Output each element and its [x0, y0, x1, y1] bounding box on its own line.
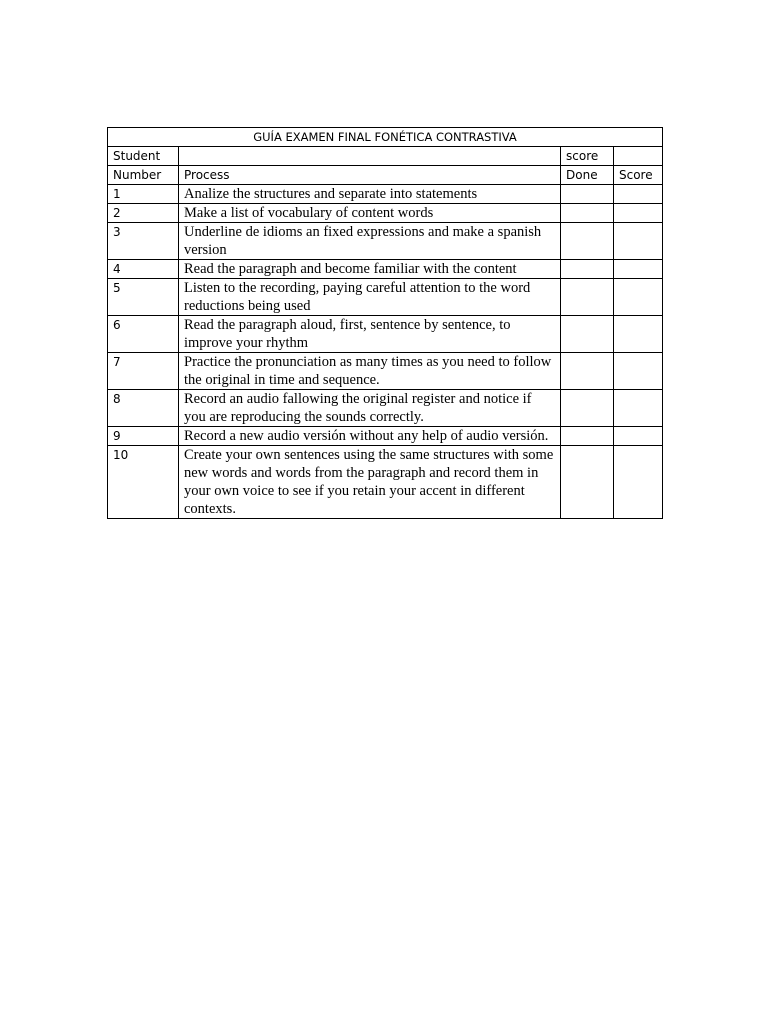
header-score-top: score: [561, 147, 614, 166]
table-title: GUÍA EXAMEN FINAL FONÉTICA CONTRASTIVA: [108, 128, 663, 147]
table-row: [108, 427, 663, 446]
header-process: Process: [179, 166, 561, 185]
table-row: [108, 260, 663, 279]
row-score-cell: [614, 204, 663, 223]
row-done-cell: [561, 316, 614, 353]
row-done-cell: [561, 260, 614, 279]
row-number: 2: [108, 204, 179, 223]
row-score-cell: [614, 446, 663, 519]
row-process: Make a list of vocabulary of content words: [179, 204, 561, 223]
header-row-2: [108, 166, 663, 185]
table-row: [108, 446, 663, 519]
row-score-cell: [614, 390, 663, 427]
row-score-cell: [614, 279, 663, 316]
row-process: Create your own sentences using the same structures with some new words and words from the paragraph and record them in your own voice to see if you retain your accent in different contexts.: [179, 446, 561, 519]
row-score-cell: [614, 260, 663, 279]
row-process: Record an audio fallowing the original register and notice if you are reproducing the sounds correctly.: [179, 390, 561, 427]
table-row: [108, 223, 663, 260]
row-done-cell: [561, 390, 614, 427]
row-number: 4: [108, 260, 179, 279]
row-process: Analize the structures and separate into statements: [179, 185, 561, 204]
table-row: [108, 204, 663, 223]
row-done-cell: [561, 185, 614, 204]
row-score-cell: [614, 353, 663, 390]
table-row: [108, 279, 663, 316]
header-done: Done: [561, 166, 614, 185]
row-process: Listen to the recording, paying careful attention to the word reductions being used: [179, 279, 561, 316]
row-number: 9: [108, 427, 179, 446]
row-number: 1: [108, 185, 179, 204]
table-row: [108, 390, 663, 427]
header-blank: [179, 147, 561, 166]
table-row: [108, 185, 663, 204]
header-row-1: [108, 147, 663, 166]
table-row: [108, 353, 663, 390]
row-done-cell: [561, 223, 614, 260]
header-score: Score: [614, 166, 663, 185]
row-process: Underline de idioms an fixed expressions and make a spanish version: [179, 223, 561, 260]
row-number: 3: [108, 223, 179, 260]
title-row: [108, 128, 663, 147]
row-number: 8: [108, 390, 179, 427]
exam-guide-table: [107, 127, 663, 519]
header-student: Student: [108, 147, 179, 166]
row-done-cell: [561, 353, 614, 390]
row-process: Record a new audio versión without any help of audio versión.: [179, 427, 561, 446]
row-score-cell: [614, 223, 663, 260]
row-score-cell: [614, 427, 663, 446]
header-blank-right: [614, 147, 663, 166]
row-number: 7: [108, 353, 179, 390]
row-process: Read the paragraph aloud, first, sentence by sentence, to improve your rhythm: [179, 316, 561, 353]
header-number: Number: [108, 166, 179, 185]
row-done-cell: [561, 279, 614, 316]
row-number: 10: [108, 446, 179, 519]
row-score-cell: [614, 316, 663, 353]
row-done-cell: [561, 427, 614, 446]
row-score-cell: [614, 185, 663, 204]
row-done-cell: [561, 204, 614, 223]
row-number: 6: [108, 316, 179, 353]
table-row: [108, 316, 663, 353]
row-process: Practice the pronunciation as many times as you need to follow the original in time and sequence.: [179, 353, 561, 390]
row-process: Read the paragraph and become familiar with the content: [179, 260, 561, 279]
row-number: 5: [108, 279, 179, 316]
row-done-cell: [561, 446, 614, 519]
